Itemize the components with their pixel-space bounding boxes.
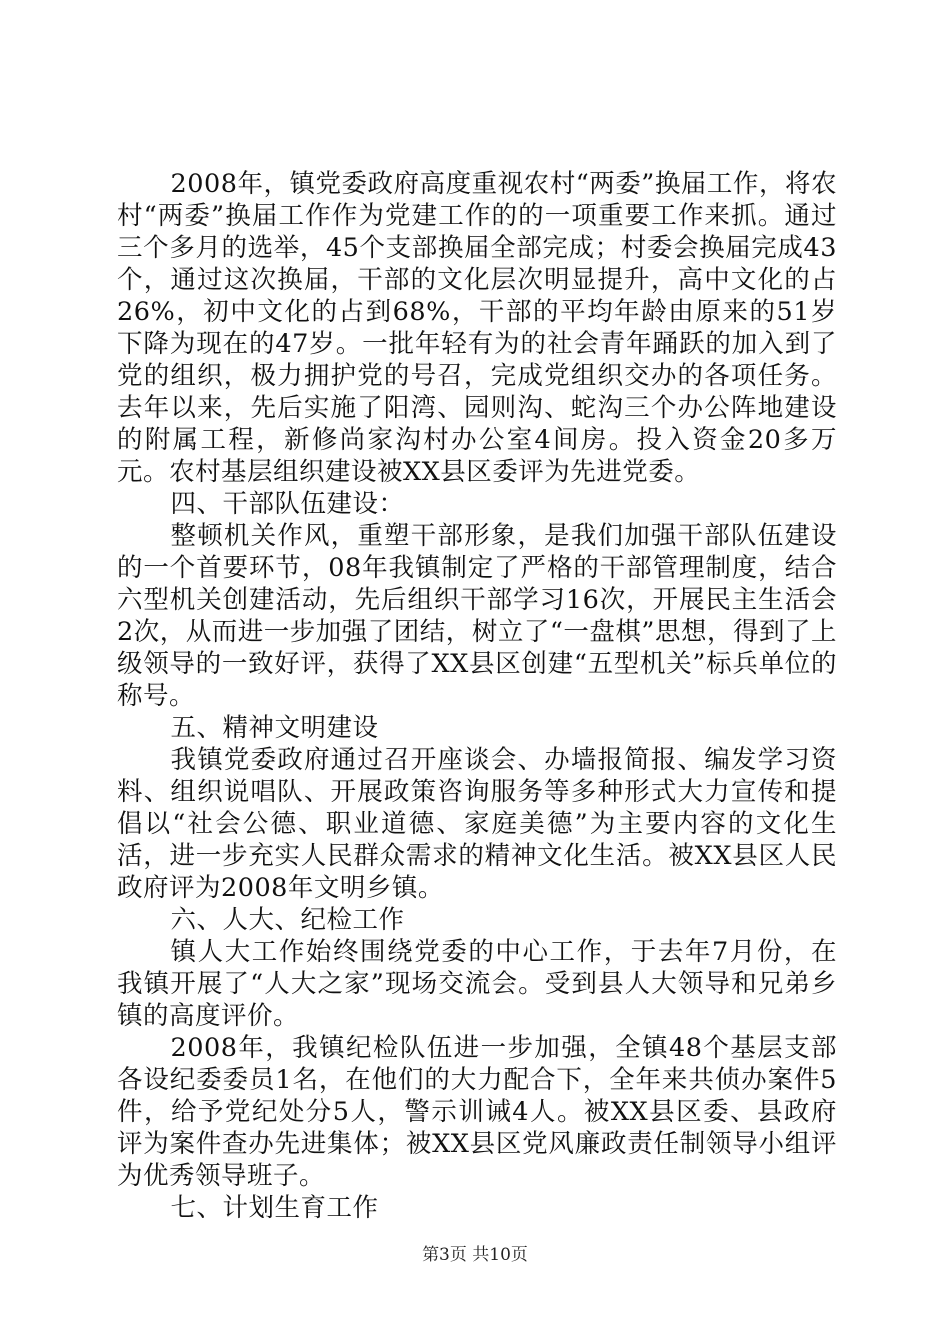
heading-npc-discipline-work: 六、人大、纪检工作 [170, 905, 405, 935]
document-body [117, 168, 837, 1224]
paragraph-cadre-team-building: 整顿机关作风，重塑干部形象，是我们加强干部队伍建设的一个首要环节，08年我镇制定了严格的干部管理制度，结合六型机关创建活动，先后组织干部学习16次，开展民主生活会2次，从而进一步加强了团结，树立了“一盘棋”思想，得到了上级领导的一致好评，获得了XX县区创建“五型机关”标兵单位的称号。 [117, 521, 837, 711]
heading-family-planning: 七、计划生育工作 [170, 1193, 379, 1223]
paragraph-npc-work: 镇人大工作始终围绕党委的中心工作，于去年7月份，在我镇开展了“人大之家”现场交流会。受到县人大领导和兄弟乡镇的高度评价。 [117, 937, 837, 1031]
heading-cadre-team-building: 四、干部队伍建设： [170, 489, 405, 519]
paragraph-spiritual-civilization: 我镇党委政府通过召开座谈会、办墙报简报、编发学习资料、组织说唱队、开展政策咨询服务等多种形式大力宣传和提倡以“社会公德、职业道德、家庭美德”为主要内容的文化生活，进一步充实人民群众需求的精神文化生活。被XX县区人民政府评为2008年文明乡镇。 [117, 745, 837, 903]
heading-spiritual-civilization: 五、精神文明建设 [170, 713, 379, 743]
paragraph-party-committee-election: 2008年，镇党委政府高度重视农村“两委”换届工作，将农村“两委”换届工作作为党建工作的的一项重要工作来抓。通过三个多月的选举，45个支部换届全部完成；村委会换届完成43个，通过这次换届，干部的文化层次明显提升，高中文化的占26%，初中文化的占到68%，干部的平均年龄由原来的51岁下降为现在的47岁。一批年轻有为的社会青年踊跃的加入到了党的组织，极力拥护党的号召，完成党组织交办的各项任务。去年以来，先后实施了阳湾、园则沟、蛇沟三个办公阵地建设的附属工程，新修尚家沟村办公室4间房。投入资金20多万元。农村基层组织建设被XX县区委评为先进党委。 [117, 169, 837, 487]
paragraph-discipline-inspection: 2008年，我镇纪检队伍进一步加强，全镇48个基层支部各设纪委委员1名，在他们的大力配合下，全年来共侦办案件5件，给予党纪处分5人，警示训诫4人。被XX县区委、县政府评为案件查办先进集体；被XX县区党风廉政责任制领导小组评为优秀领导班子。 [117, 1033, 837, 1191]
page-number-footer: 第3页 共10页 [422, 1245, 528, 1265]
